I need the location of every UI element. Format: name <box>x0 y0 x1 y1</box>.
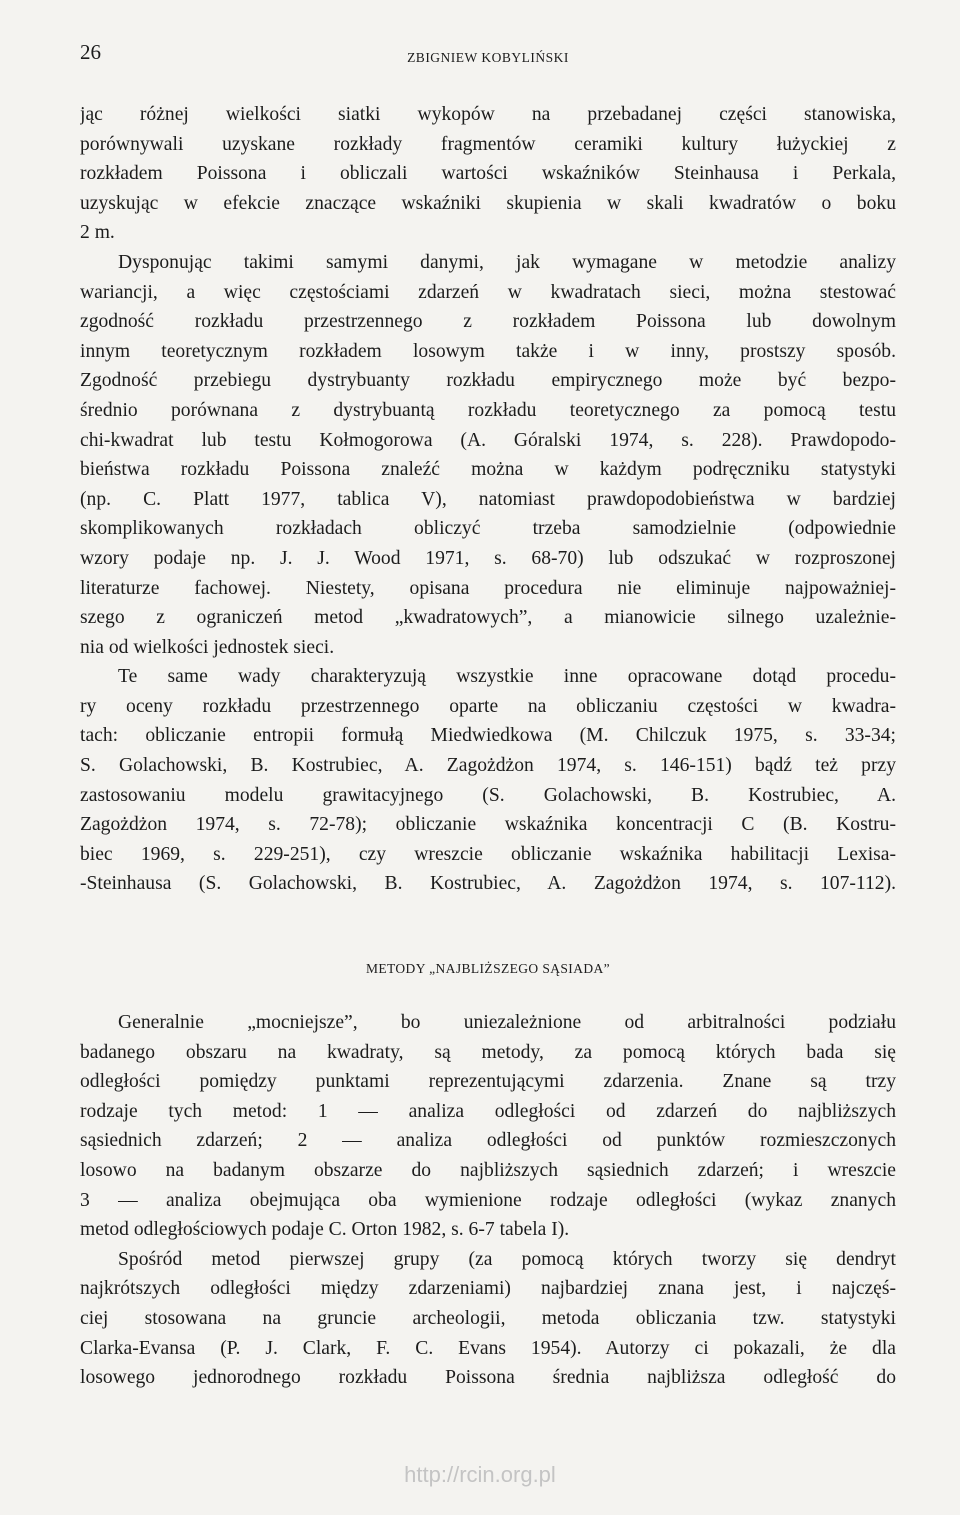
text-line: -Steinhausa (S. Golachowski, B. Kostrubiec, A. Zagożdżon 1974, s. 107-112). <box>80 873 896 895</box>
text-line: (np. C. Platt 1977, tablica V), natomiast prawdopodobieństwa w bardziej <box>80 488 896 510</box>
text-line: S. Golachowski, B. Kostrubiec, A. Zagożdżon 1974, s. 146-151) bądź też przy <box>80 755 896 777</box>
text-line: skomplikowanych rozkładach obliczyć trzeba samodzielnie (odpowiednie <box>80 518 896 540</box>
text-line: wariancji, a więc częstościami zdarzeń w kwadratach sieci, można stestować <box>80 281 896 303</box>
text-line: Clarka-Evansa (P. J. Clark, F. C. Evans 1954). Autorzy ci pokazali, że dla <box>80 1337 896 1359</box>
text-line: losowego jednorodnego rozkładu Poissona średnia najbliższa odległość do <box>80 1367 896 1389</box>
page-header <box>80 40 896 74</box>
text-line: ciej stosowana na gruncie archeologii, metoda obliczania tzw. statystyki <box>80 1307 896 1329</box>
body-text-block-2 <box>80 1008 896 1393</box>
text-line: Zgodność przebiegu dystrybuanty rozkładu empirycznego może być bezpo- <box>80 370 896 392</box>
text-line: uzyskując w efekcie znaczące wskaźniki skupienia w skali kwadratów o boku <box>80 192 896 214</box>
text-line: Dysponując takimi samymi danymi, jak wymagane w metodzie analizy <box>118 251 896 273</box>
text-line: literaturze fachowej. Niestety, opisana procedura nie eliminuje najpoważniej- <box>80 577 896 599</box>
text-line: Zagożdżon 1974, s. 72-78); obliczanie wskaźnika koncentracji C (B. Kostru- <box>80 814 896 836</box>
text-line: ry oceny rozkładu przestrzennego oparte na obliczaniu częstości w kwadra- <box>80 695 896 717</box>
text-line: chi-kwadrat lub testu Kołmogorowa (A. Góralski 1974, s. 228). Prawdopodo- <box>80 429 896 451</box>
text-line: badanego obszaru na kwadraty, są metody, za pomocą których bada się <box>80 1041 896 1063</box>
text-line: średnio porównana z dystrybuantą rozkładu teoretycznego za pomocą testu <box>80 399 896 421</box>
text-line: losowo na badanym obszarze do najbliższych sąsiednich zdarzeń; i wreszcie <box>80 1159 896 1181</box>
text-line: Spośród metod pierwszej grupy (za pomocą których tworzy się dendryt <box>118 1248 896 1270</box>
running-head: ZBIGNIEW KOBYLIŃSKI <box>407 50 569 65</box>
source-url: http://rcin.org.pl <box>404 1462 556 1487</box>
text-line: 3 — analiza obejmująca oba wymienione rodzaje odległości (wykaz znanych <box>80 1189 896 1211</box>
section-heading: METODY „NAJBLIŻSZEGO SĄSIADA” <box>365 961 611 976</box>
text-line: metod odległościowych podaje C. Orton 1982, s. 6-7 tabela I). <box>80 1219 570 1241</box>
text-line: najkrótszych odległości między zdarzeniami) najbardziej znana jest, i najczęś- <box>80 1278 896 1300</box>
page-number: 26 <box>80 40 101 64</box>
text-line: jąc różnej wielkości siatki wykopów na przebadanej części stanowiska, <box>80 104 896 125</box>
text-line: rozkładem Poissona i obliczali wartości wskaźników Steinhausa i Perkala, <box>80 163 896 185</box>
text-line: szego z ograniczeń metod „kwadratowych”, a mianowicie silnego uzależnie- <box>80 607 896 629</box>
text-line: sąsiednich zdarzeń; 2 — analiza odległości od punktów rozmieszczonych <box>80 1130 896 1152</box>
text-line: zgodność rozkładu przestrzennego z rozkładem Poissona lub dowolnym <box>80 311 896 333</box>
text-line: Generalnie „mocniejsze”, bo uniezależnione od arbitralności podziału <box>118 1012 896 1033</box>
text-line: bieństwa rozkładu Poissona znaleźć można w każdym podręczniku statystyki <box>80 459 896 481</box>
text-line: nia od wielkości jednostek sieci. <box>80 636 335 658</box>
text-line: wzory podaje np. J. J. Wood 1971, s. 68-70) lub odszukać w rozproszonej <box>80 547 896 569</box>
text-line: rodzaje tych metod: 1 — analiza odległości od zdarzeń do najbliższych <box>80 1100 896 1122</box>
text-line: innym teoretycznym rozkładem losowym także i w inny, prostszy sposób. <box>80 340 896 362</box>
text-line: biec 1969, s. 229-251), czy wreszcie obliczanie wskaźnika habilitacji Lexisa- <box>80 843 896 865</box>
text-line: Te same wady charakteryzują wszystkie inne opracowane dotąd procedu- <box>118 666 896 688</box>
text-line: 2 m. <box>80 222 115 244</box>
text-line: porównywali uzyskane rozkłady fragmentów ceramiki kultury łużyckiej z <box>80 133 896 155</box>
text-line: tach: obliczanie entropii formułą Miedwiedkowa (M. Chilczuk 1975, s. 33-34; <box>80 725 896 747</box>
text-line: odległości pomiędzy punktami reprezentującymi zdarzenia. Znane są trzy <box>80 1071 896 1093</box>
body-text-block-1 <box>80 100 896 899</box>
text-line: zastosowaniu modelu grawitacyjnego (S. Golachowski, B. Kostrubiec, A. <box>80 784 896 806</box>
